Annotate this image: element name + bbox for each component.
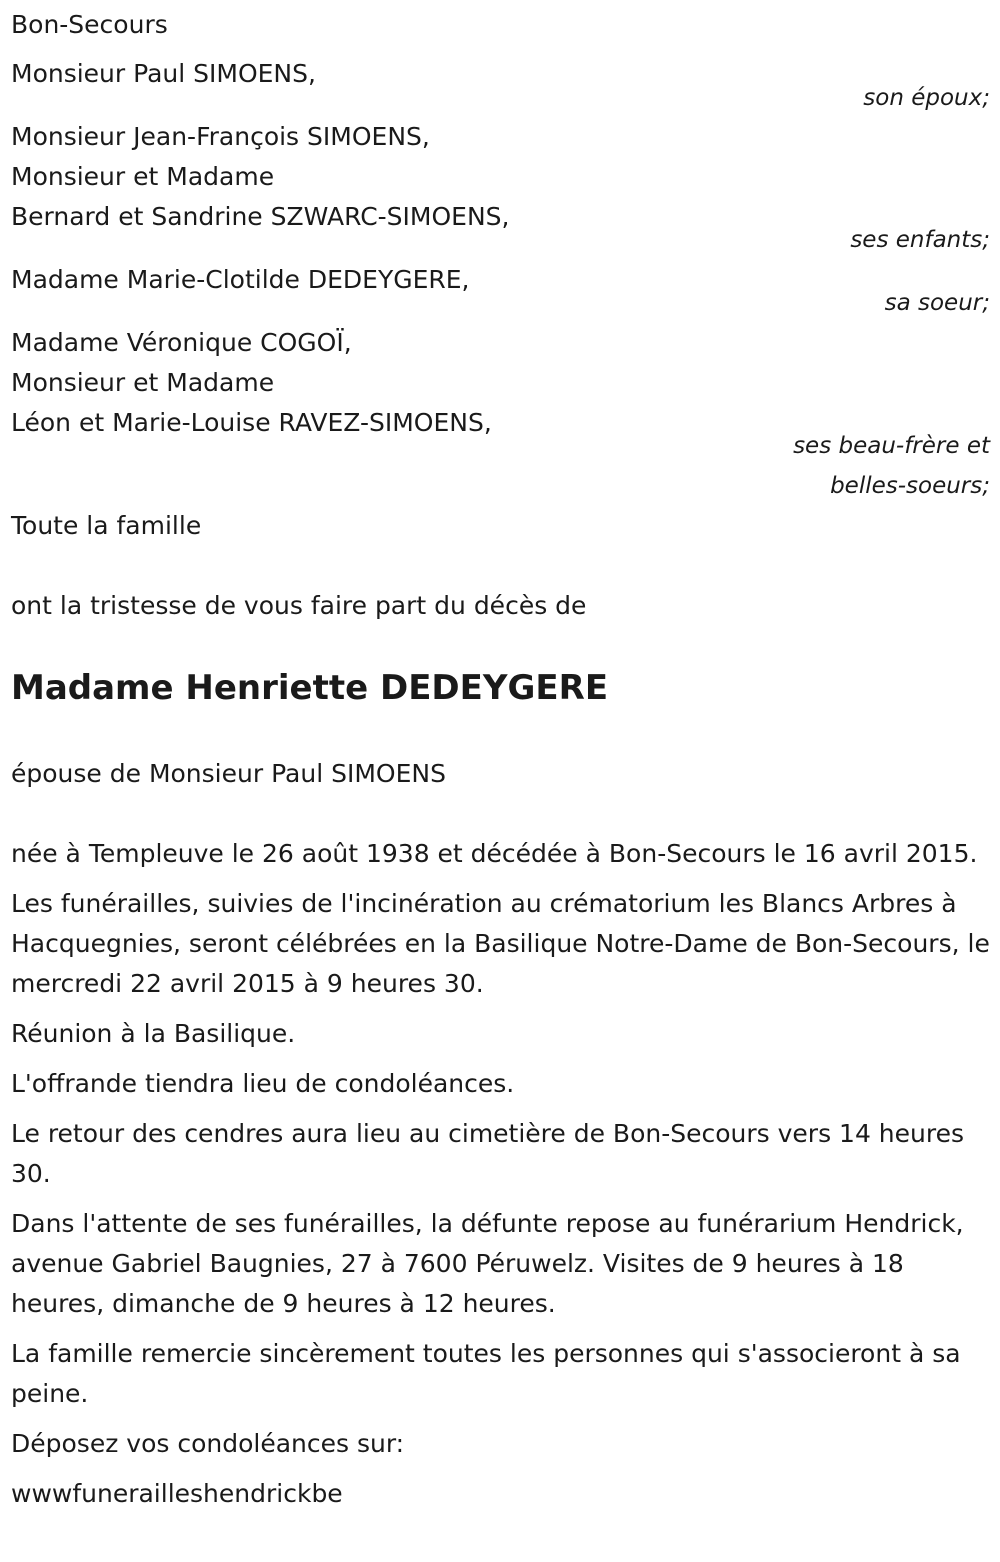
family-member-name: Monsieur et Madame: [11, 368, 275, 397]
family-relation: sa soeur;: [884, 290, 990, 316]
funerarium-paragraph: Dans l'attente de ses funérailles, la défunte repose au funérarium Hendrick, avenue Gabriel Baugnies, 27 à 7600 Péruwelz. Visites de 9 heures à 18 heures, dimanche de 9 heures à 12 heures.: [11, 1209, 964, 1318]
family-member-name: Madame Véronique COGOÏ,: [11, 328, 352, 357]
offering-paragraph: L'offrande tiendra lieu de condoléances.: [11, 1069, 515, 1098]
place-heading: Bon-Secours: [11, 10, 168, 39]
ashes-paragraph: Le retour des cendres aura lieu au cimetière de Bon-Secours vers 14 heures 30.: [11, 1119, 965, 1188]
closing-family: Toute la famille: [11, 511, 202, 540]
family-member-name: Léon et Marie-Louise RAVEZ-SIMOENS,: [11, 408, 492, 437]
condolences-paragraph: Déposez vos condoléances sur:: [11, 1429, 405, 1458]
thanks-paragraph: La famille remercie sincèrement toutes les personnes qui s'associeront à sa peine.: [11, 1339, 961, 1408]
family-relation: ses enfants;: [850, 227, 990, 253]
family-member-name: Monsieur Paul SIMOENS,: [11, 59, 316, 88]
announcement-text: ont la tristesse de vous faire part du décès de: [11, 591, 587, 620]
spouse-line: épouse de Monsieur Paul SIMOENS: [11, 759, 446, 788]
gathering-paragraph: Réunion à la Basilique.: [11, 1019, 296, 1048]
website-link[interactable]: wwwfunerailleshendrickbe: [11, 1479, 343, 1508]
family-member-name: Monsieur Jean-François SIMOENS,: [11, 122, 430, 151]
family-member-name: Madame Marie-Clotilde DEDEYGERE,: [11, 265, 470, 294]
family-member-name: Bernard et Sandrine SZWARC-SIMOENS,: [11, 202, 510, 231]
family-relation: son époux;: [863, 85, 990, 111]
family-relation: ses beau-frère et: [793, 433, 990, 459]
funeral-paragraph: Les funérailles, suivies de l'incinération au crématorium les Blancs Arbres à Hacquegnies, seront célébrées en la Basilique Notre-Dame de Bon-Secours, le mercredi 22 avril 2015 à 9 heures 30.: [11, 889, 990, 998]
family-member-name: Monsieur et Madame: [11, 162, 275, 191]
family-relation: belles-soeurs;: [830, 473, 990, 499]
details-block: [11, 834, 990, 1514]
birth-death-paragraph: née à Templeuve le 26 août 1938 et décédée à Bon-Secours le 16 avril 2015.: [11, 839, 978, 868]
deceased-name: Madame Henriette DEDEYGERE: [11, 668, 609, 708]
